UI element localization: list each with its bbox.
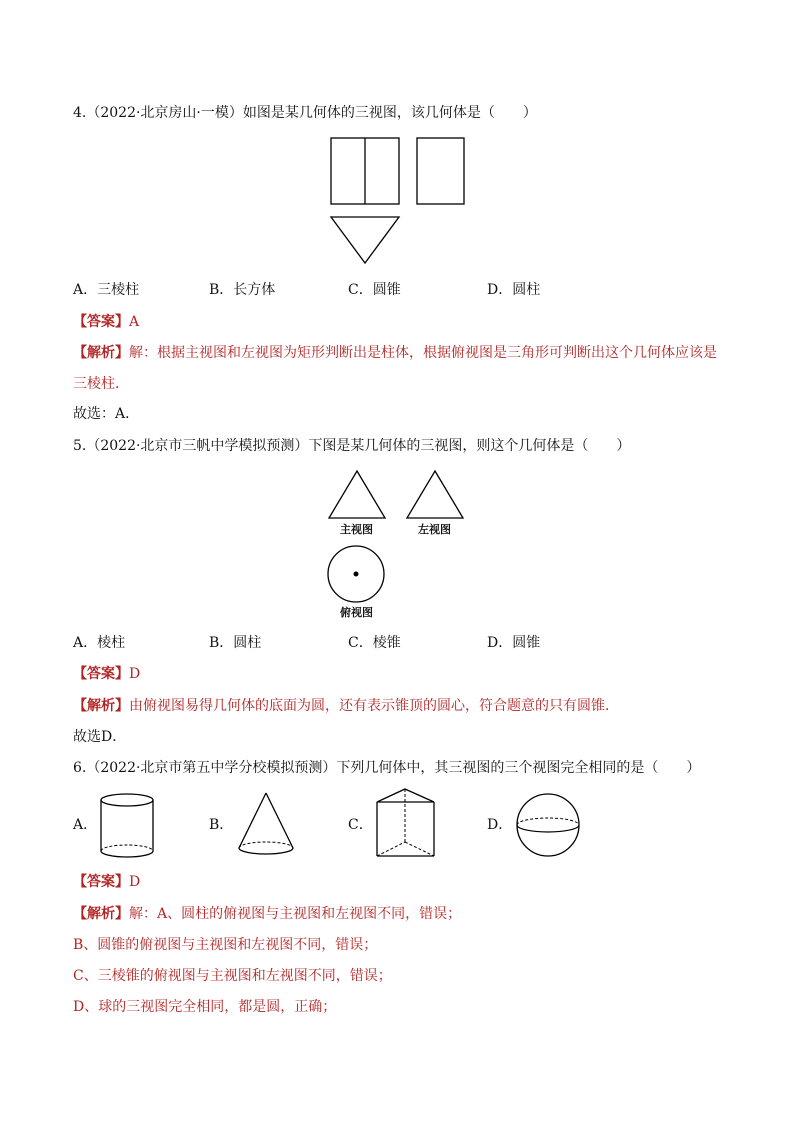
q5-answer-line: [73, 665, 140, 683]
q5-choice: 故选D．: [73, 729, 127, 745]
q4-answer-line: [73, 313, 139, 331]
q6-cone-figure: [237, 792, 297, 858]
q4-choice: 故选：A．: [73, 406, 140, 422]
answer-tag: 【答案】: [73, 314, 129, 330]
q6-sphere-figure: [514, 792, 584, 862]
q5-left-view: [406, 470, 466, 520]
q6-analysis-line-2: B、圆锥的俯视图与主视图和左视图不同，错误；: [73, 937, 378, 953]
analysis-tag: 【解析】: [73, 698, 129, 714]
q6-prism-figure: [376, 788, 438, 860]
q6-cylinder-figure: [100, 793, 158, 859]
q4-stem: 4.（2022·北京房山·一模）如图是某几何体的三视图，该几何体是（ ）: [73, 105, 537, 121]
q6-option-a: A．: [73, 817, 98, 833]
q5-analysis-line-1: [73, 697, 619, 715]
q4-answer: A: [129, 314, 140, 330]
q4-analysis-line-2: 三棱柱．: [73, 376, 129, 392]
q5-option-b: B．圆柱: [209, 635, 262, 651]
q4-analysis-line-1: [73, 344, 717, 362]
q4-option-a: A．三棱柱: [73, 282, 140, 298]
q5-cone-apex-dot: [354, 572, 359, 577]
q5-answer: D: [129, 666, 141, 682]
q6-analysis-line-1: [73, 905, 461, 923]
q5-stem: 5.（2022·北京市三帆中学模拟预测）下图是某几何体的三视图，则这个几何体是（ ）: [73, 438, 631, 454]
q5-option-d: D．圆锥: [487, 635, 541, 651]
q6-option-d: D．: [487, 817, 513, 833]
q5-top-view: [327, 545, 387, 605]
q4-option-d: D．圆柱: [487, 282, 541, 298]
q4-three-view-figure: [330, 137, 470, 267]
q4-option-c: C．圆锥: [348, 282, 401, 298]
q6-stem: 6.（2022·北京市第五中学分校模拟预测）下列几何体中，其三视图的三个视图完全相同的是（ ）: [73, 760, 701, 776]
q4-analysis-text-1: 解：根据主视图和左视图为矩形判断出是柱体，根据俯视图是三角形可判断出这个几何体应该是: [129, 345, 717, 361]
q6-analysis-text-1: 解：A、圆柱的俯视图与主视图和左视图不同，错误；: [129, 906, 462, 922]
q5-left-view-label: 左视图: [418, 523, 451, 536]
q5-analysis-text-1: 由俯视图易得几何体的底面为圆，还有表示锥顶的圆心，符合题意的只有圆锥．: [129, 698, 619, 714]
q6-analysis-line-3: C、三棱锥的俯视图与主视图和左视图不同，错误；: [73, 968, 392, 984]
q6-option-c: C．: [348, 817, 373, 833]
q6-analysis-line-4: D、球的三视图完全相同，都是圆，正确；: [73, 999, 337, 1015]
q5-front-view: [328, 470, 388, 520]
q6-answer: D: [129, 874, 141, 890]
q5-option-c: C．棱锥: [348, 635, 401, 651]
q5-top-view-label: 俯视图: [340, 606, 373, 619]
q6-answer-line: [73, 873, 140, 891]
q5-front-view-label: 主视图: [340, 523, 373, 536]
q4-left-view: [417, 138, 464, 204]
analysis-tag: 【解析】: [73, 345, 129, 361]
q5-option-a: A．棱柱: [73, 635, 126, 651]
analysis-tag: 【解析】: [73, 906, 129, 922]
answer-tag: 【答案】: [73, 666, 129, 682]
answer-tag: 【答案】: [73, 874, 129, 890]
q6-option-b: B．: [209, 817, 234, 833]
q4-option-b: B．长方体: [209, 282, 276, 298]
q4-top-view: [331, 217, 399, 263]
